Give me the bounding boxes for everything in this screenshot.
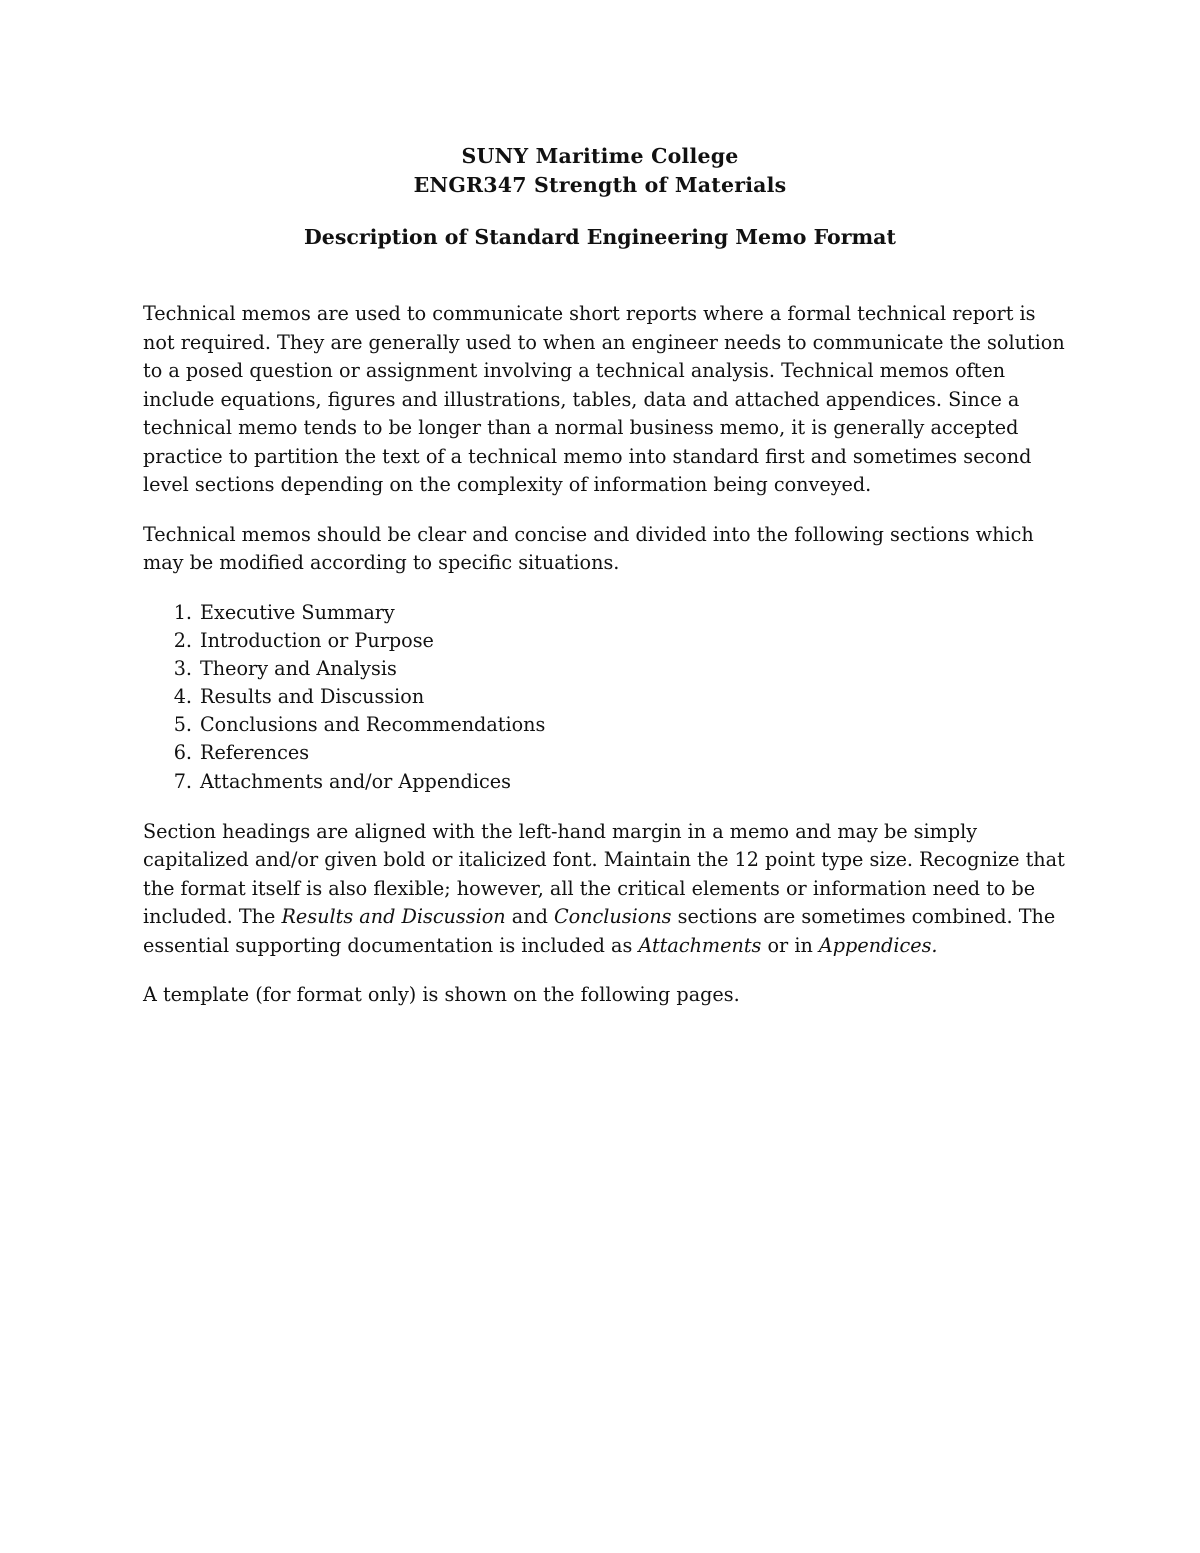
emphasis-conclusions: Conclusions <box>553 905 672 929</box>
section-headings-paragraph <box>143 818 1073 961</box>
document-body <box>143 300 1073 1031</box>
paragraph-text: and <box>505 905 554 929</box>
list-item-text: References <box>200 741 310 765</box>
paragraph-text: Section headings are aligned with the left-hand margin in a memo and may be simply capitalized and/or given bold or italicized font. Maintain the 12 point type size. Recognize that the format itself is also flexible; however, all the critical elements or information need to be included. The <box>143 819 1065 929</box>
intro-paragraph: Technical memos are used to communicate short reports where a formal technical report is not required. They are generally used to when an engineer needs to communicate the solution to a posed question or assignment involving a technical analysis. Technical memos often include equations, figures and illustrations, tables, data and attached appendices. Since a technical memo tends to be longer than a normal business memo, it is generally accepted practice to partition the text of a technical memo into standard first and sometimes second level sections depending on the complexity of information being conveyed. <box>143 302 1065 496</box>
institution-name: SUNY Maritime College <box>461 144 739 168</box>
list-item-text: Attachments and/or Appendices <box>200 769 511 793</box>
list-item-text: Introduction or Purpose <box>200 628 434 652</box>
list-item-number: 6. <box>173 741 192 765</box>
emphasis-appendices: Appendices. <box>818 933 938 957</box>
list-item <box>143 711 1073 739</box>
list-item-text: Theory and Analysis <box>200 656 397 680</box>
list-item <box>143 739 1073 767</box>
paragraph-text: sections are sometimes combined. The essential supporting documentation is included as <box>143 905 1056 957</box>
sections-list <box>143 599 1073 796</box>
list-item <box>143 768 1073 796</box>
list-item-text: Conclusions and Recommendations <box>200 713 546 737</box>
list-item <box>143 683 1073 711</box>
list-item-number: 3. <box>173 656 192 680</box>
list-item <box>143 599 1073 627</box>
sections-intro-paragraph: Technical memos should be clear and concise and divided into the following sections which may be modified according to specific situations. <box>143 522 1034 574</box>
list-item-number: 7. <box>173 769 192 793</box>
list-item-text: Executive Summary <box>200 600 395 624</box>
list-item-number: 5. <box>173 713 192 737</box>
document-header <box>0 142 1200 252</box>
list-item-text: Results and Discussion <box>200 685 425 709</box>
paragraph-text: or in <box>761 933 819 957</box>
course-title: ENGR347 Strength of Materials <box>413 173 787 197</box>
template-note-paragraph: A template (for format only) is shown on the following pages. <box>143 983 740 1007</box>
emphasis-results-discussion: Results and Discussion <box>281 905 506 929</box>
document-title: Description of Standard Engineering Memo Format <box>304 225 896 249</box>
emphasis-attachments: Attachments <box>638 933 762 957</box>
list-item <box>143 627 1073 655</box>
list-item-number: 2. <box>173 628 192 652</box>
list-item-number: 4. <box>173 685 192 709</box>
list-item-number: 1. <box>173 600 192 624</box>
list-item <box>143 655 1073 683</box>
